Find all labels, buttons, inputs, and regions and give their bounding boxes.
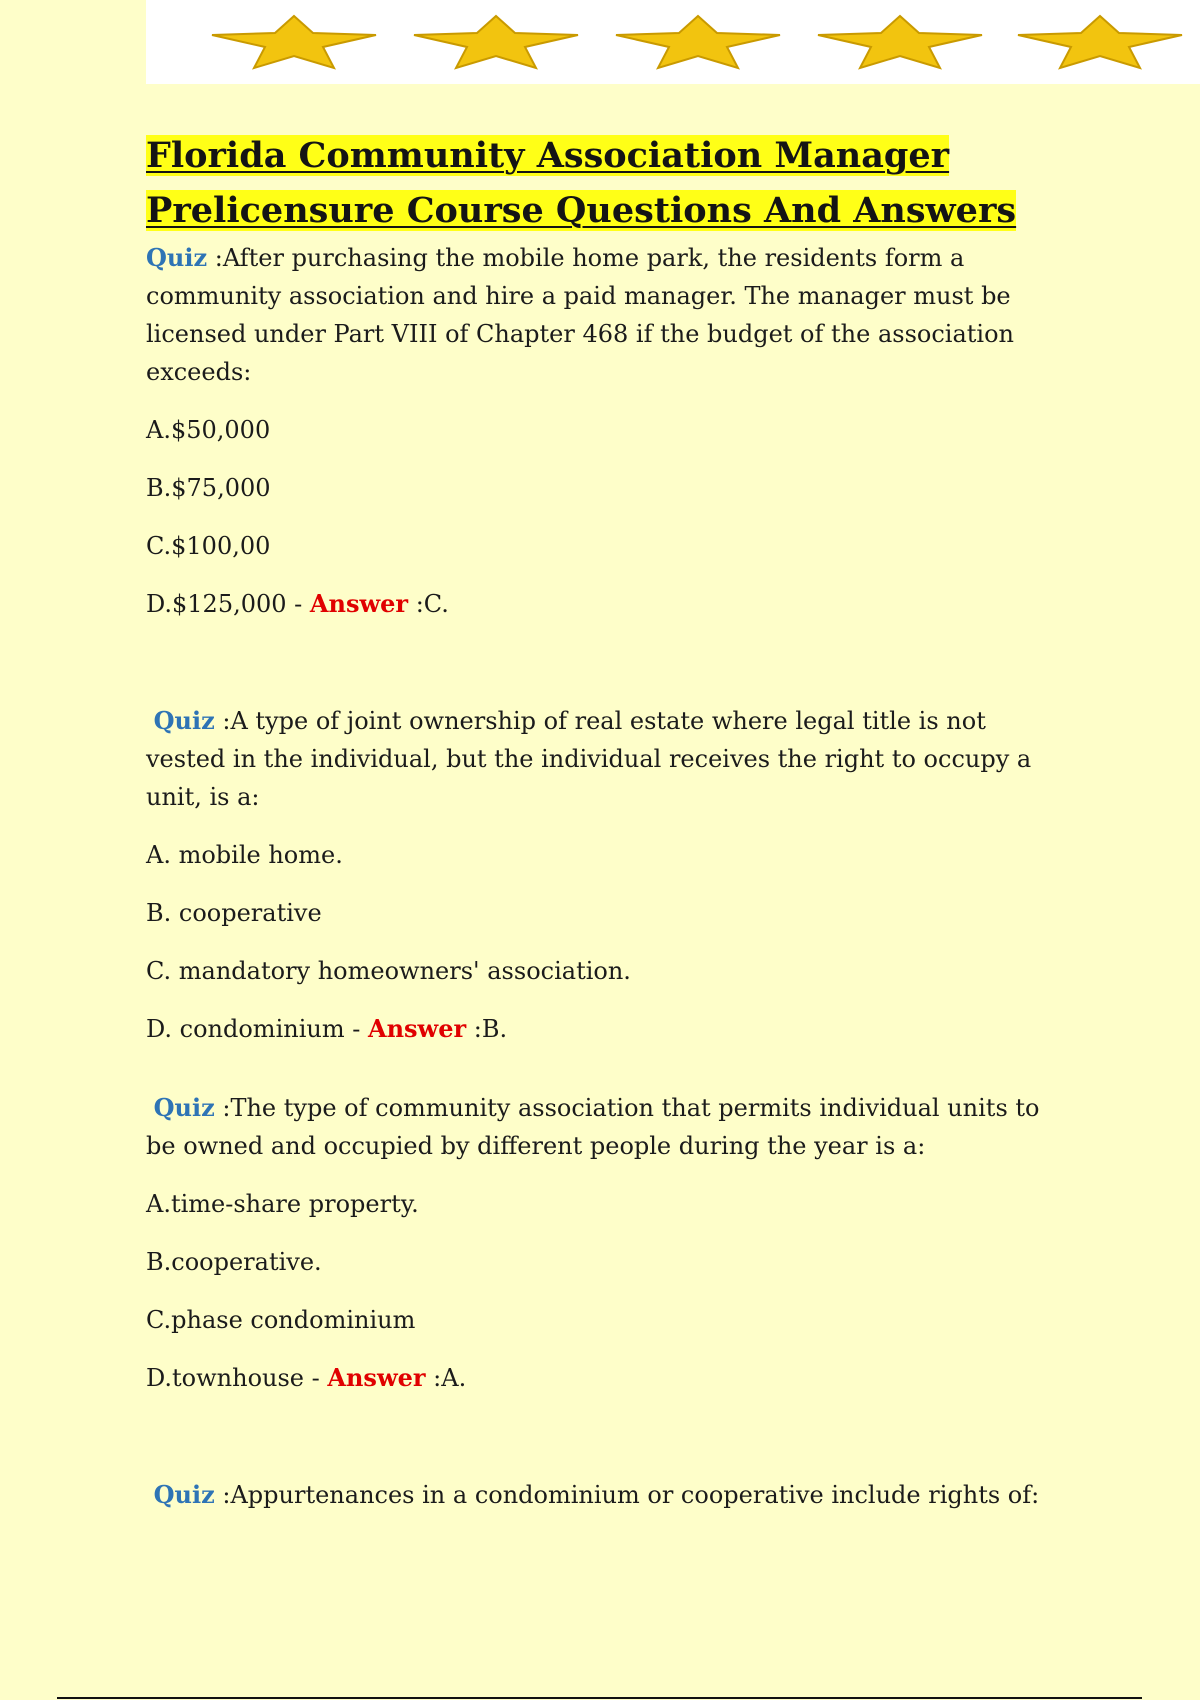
quiz-block: [146, 239, 1066, 623]
answer-option: C.$100,00: [146, 532, 271, 560]
answer-label: Answer: [309, 589, 409, 618]
quiz-question-text: :Appurtenances in a condominium or cooperative include rights of:: [214, 1481, 1040, 1509]
answer-option: C.phase condominium: [146, 1306, 416, 1334]
answer-label: Answer: [327, 1363, 426, 1392]
answer-option: A.$50,000: [146, 416, 271, 444]
star-icon: [812, 14, 988, 70]
answer-option: A.time-share property.: [146, 1190, 419, 1218]
star-icon: [610, 14, 786, 70]
quiz-question: [146, 1089, 1066, 1165]
title-line-1: Florida Community Association Manager: [146, 135, 950, 176]
answer-option-with-answer: [146, 585, 1066, 623]
answer-option: C. mandatory homeowners' association.: [146, 957, 631, 985]
answer-option: B.cooperative.: [146, 1248, 322, 1276]
answer-option-with-answer: [146, 1010, 1066, 1048]
quiz-block: [146, 702, 1066, 1048]
quiz-label: Quiz: [153, 1093, 215, 1122]
quiz-question-text: :A type of joint ownership of real estate where legal title is not vested in the individual, but the individual receives the right to occupy a unit, is a:: [146, 707, 1032, 811]
answer-option: D.townhouse -: [146, 1364, 328, 1392]
quiz-question: [146, 1476, 1066, 1514]
quiz-label: Quiz: [153, 1480, 215, 1509]
quiz-block: [146, 1476, 1066, 1514]
document-title: [146, 128, 1146, 238]
answer-value: :C.: [408, 590, 449, 618]
star-banner: [146, 0, 1200, 84]
quiz-label: Quiz: [153, 706, 215, 735]
title-line-2: Prelicensure Course Questions And Answers: [146, 190, 1017, 231]
quiz-question: [146, 239, 1066, 391]
star-icon: [206, 14, 382, 70]
star-icon: [1012, 14, 1188, 70]
quiz-label: Quiz: [146, 243, 208, 272]
quiz-block: [146, 1089, 1066, 1397]
quiz-question-text: :The type of community association that permits individual units to be owned and occupied by different people during the year is a:: [146, 1094, 1040, 1160]
bottom-divider: [57, 1697, 1142, 1699]
answer-value: :B.: [466, 1015, 508, 1043]
answer-option: B.$75,000: [146, 474, 271, 502]
answer-label: Answer: [367, 1014, 467, 1043]
answer-option: A. mobile home.: [146, 841, 343, 869]
answer-option: D. condominium -: [146, 1015, 368, 1043]
answer-value: :A.: [425, 1364, 467, 1392]
quiz-question-text: :After purchasing the mobile home park, the residents form a community association and hire a paid manager. The manager must be licensed under Part VIII of Chapter 468 if the budget of the association exceeds:: [146, 244, 1014, 386]
quiz-question: [146, 702, 1066, 816]
answer-option: D.$125,000 -: [146, 590, 310, 618]
star-icon: [408, 14, 584, 70]
answer-option: B. cooperative: [146, 899, 322, 927]
answer-option-with-answer: [146, 1359, 1066, 1397]
